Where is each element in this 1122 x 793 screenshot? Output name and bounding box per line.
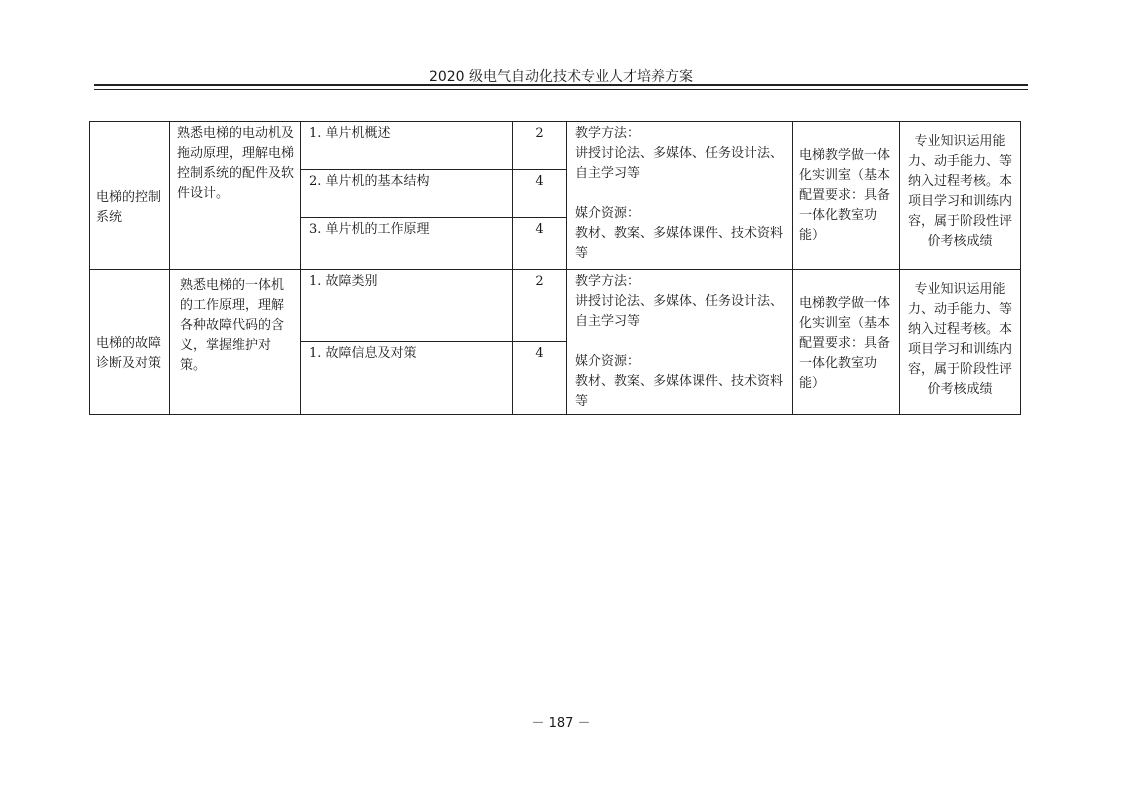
item-cell: 1. 故障信息及对策 xyxy=(301,342,513,415)
header-rule-thin xyxy=(94,89,1028,90)
item-cell: 3. 单片机的工作原理 xyxy=(301,218,513,270)
media-text: 教材、教案、多媒体课件、技术资料等 xyxy=(575,226,784,261)
goal-cell: 熟悉电梯的一体机的工作原理，理解各种故障代码的含义，掌握维护对策。 xyxy=(170,270,301,415)
course-plan-table xyxy=(89,121,1021,415)
table-row xyxy=(90,122,1021,170)
method-cell xyxy=(567,122,793,270)
item-cell: 2. 单片机的基本结构 xyxy=(301,170,513,218)
hours-cell: 2 xyxy=(513,122,567,170)
media-label: 媒介资源： xyxy=(575,354,641,369)
media-label: 媒介资源： xyxy=(575,206,641,221)
hours-cell: 2 xyxy=(513,270,567,342)
document-header-title: 2020 级电气自动化技术专业人才培养方案 xyxy=(428,69,694,85)
site-cell: 电梯教学做一体化实训室（基本配置要求：具备一体化教室功能） xyxy=(793,270,900,415)
goal-cell: 熟悉电梯的电动机及拖动原理，理解电梯控制系统的配件及软件设计。 xyxy=(170,122,301,270)
method-text: 讲授讨论法、多媒体、任务设计法、自主学习等 xyxy=(575,294,784,329)
media-text: 教材、教案、多媒体课件、技术资料等 xyxy=(575,374,784,409)
item-cell: 1. 单片机概述 xyxy=(301,122,513,170)
assessment-cell: 专业知识运用能力、动手能力、等纳入过程考核。本项目学习和训练内容，属于阶段性评价考核成绩 xyxy=(900,270,1021,415)
method-label: 教学方法： xyxy=(575,274,641,289)
hours-cell: 4 xyxy=(513,170,567,218)
module-cell: 电梯的故障诊断及对策 xyxy=(90,270,170,415)
module-cell: 电梯的控制系统 xyxy=(90,122,170,270)
hours-cell: 4 xyxy=(513,342,567,415)
method-label: 教学方法： xyxy=(575,126,641,141)
method-text: 讲授讨论法、多媒体、任务设计法、自主学习等 xyxy=(575,146,784,181)
hours-cell: 4 xyxy=(513,218,567,270)
site-cell: 电梯教学做一体化实训室（基本配置要求：具备一体化教室功能） xyxy=(793,122,900,270)
table-row xyxy=(90,270,1021,342)
page-number: － 187 － xyxy=(531,716,591,731)
item-cell: 1. 故障类别 xyxy=(301,270,513,342)
header-rule-thick xyxy=(94,84,1028,86)
assessment-cell: 专业知识运用能力、动手能力、等纳入过程考核。本项目学习和训练内容，属于阶段性评价考核成绩 xyxy=(900,122,1021,270)
method-cell xyxy=(567,270,793,415)
